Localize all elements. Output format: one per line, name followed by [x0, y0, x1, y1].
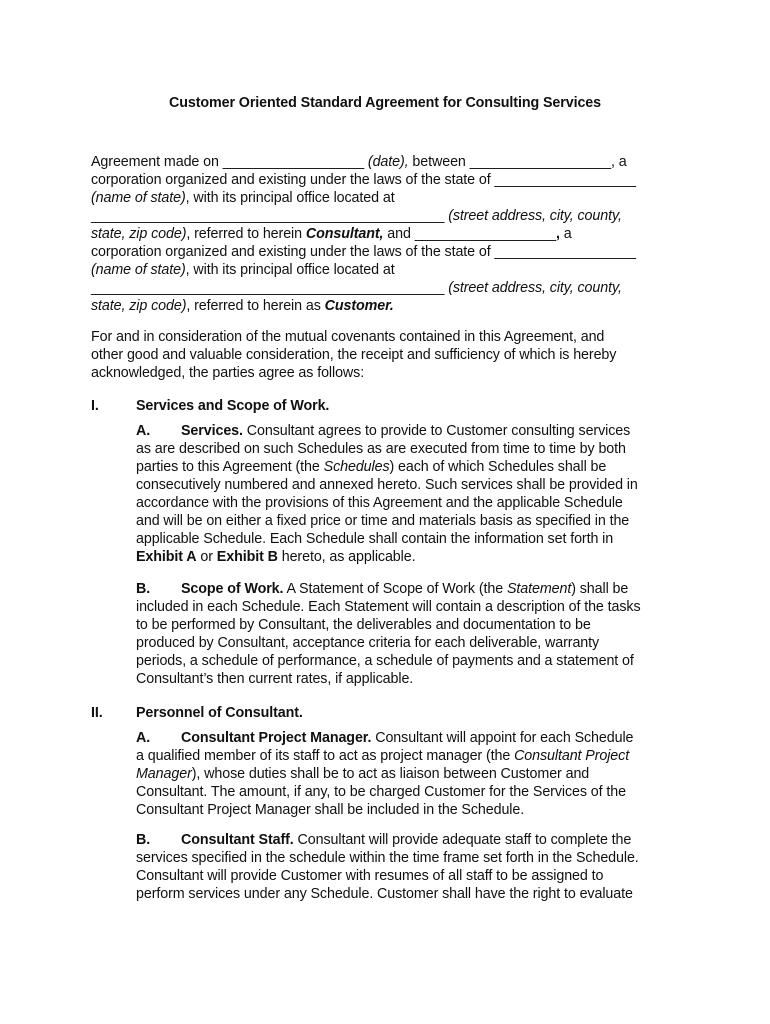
- paragraph-line: Consultant will provide Customer with resumes of all staff to be assigned to: [136, 868, 604, 884]
- preamble-line: state, zip code), referred to herein as Customer.: [91, 298, 394, 314]
- subsection-heading: Services.: [181, 423, 243, 439]
- preamble-line: corporation organized and existing under the laws of the state of __________________: [91, 172, 636, 188]
- paragraph-line: services specified in the schedule within the time frame set forth in the Schedule.: [136, 850, 639, 866]
- paragraph-line: accordance with the provisions of this Agreement and the applicable Schedule: [136, 495, 623, 511]
- preamble-line: (name of state), with its principal office located at: [91, 190, 395, 206]
- document-title: Customer Oriented Standard Agreement for Consulting Services: [169, 95, 601, 111]
- preamble-line: _____________________________________________ (street address, city, county,: [91, 280, 622, 296]
- preamble-line: _____________________________________________ (street address, city, county,: [91, 208, 622, 224]
- paragraph-line: Consultant Staff. Consultant will provide adequate staff to complete the: [181, 832, 632, 848]
- consideration-line: acknowledged, the parties agree as follows:: [91, 365, 365, 381]
- paragraph-line: applicable Schedule. Each Schedule shall contain the information set forth in: [136, 531, 614, 547]
- consideration-line: For and in consideration of the mutual covenants contained in this Agreement, and: [91, 329, 605, 345]
- paragraph-line: Consultant. The amount, if any, to be charged Customer for the Services of the: [136, 784, 626, 800]
- subsection-letter: B.: [136, 581, 151, 597]
- paragraph-line: included in each Schedule. Each Statement will contain a description of the tasks: [136, 599, 641, 615]
- paragraph-line: to be performed by Consultant, the deliverables and documentation to be: [136, 617, 591, 633]
- paragraph-line: produced by Consultant, acceptance criteria for each deliverable, warranty: [136, 635, 600, 651]
- preamble-line: corporation organized and existing under the laws of the state of __________________: [91, 244, 636, 260]
- paragraph-line: Manager), whose duties shall be to act as liaison between Customer and: [136, 766, 590, 782]
- subsection-heading: Scope of Work.: [181, 581, 284, 597]
- consideration-line: other good and valuable consideration, the receipt and sufficiency of which is hereby: [91, 347, 617, 363]
- section-heading: Personnel of Consultant.: [136, 705, 303, 721]
- paragraph-line: a qualified member of its staff to act as project manager (the Consultant Project: [136, 748, 630, 764]
- paragraph-line: Consultant’s then current rates, if applicable.: [136, 671, 414, 687]
- subsection-letter: B.: [136, 832, 151, 848]
- section-heading: Services and Scope of Work.: [136, 398, 330, 414]
- paragraph-line: Consultant Project Manager shall be included in the Schedule.: [136, 802, 525, 818]
- subsection-heading: Consultant Staff.: [181, 832, 294, 848]
- paragraph-line: consecutively numbered and annexed hereto. Such services shall be provided in: [136, 477, 638, 493]
- section-number: II.: [91, 705, 103, 721]
- preamble-line: (name of state), with its principal office located at: [91, 262, 395, 278]
- paragraph-line: perform services under any Schedule. Customer shall have the right to evaluate: [136, 886, 633, 902]
- paragraph-line: Services. Consultant agrees to provide to Customer consulting services: [181, 423, 631, 439]
- subsection-letter: A.: [136, 423, 151, 439]
- preamble-line: state, zip code), referred to herein Consultant, and __________________, a: [91, 226, 572, 242]
- paragraph-line: parties to this Agreement (the Schedules) each of which Schedules shall be: [136, 459, 607, 475]
- preamble-line: Agreement made on __________________ (date), between __________________, a: [91, 154, 627, 170]
- paragraph-line: and will be on either a fixed price or time and materials basis as specified in the: [136, 513, 630, 529]
- subsection-heading: Consultant Project Manager.: [181, 730, 372, 746]
- paragraph-line: as are described on such Schedules as are executed from time to time by both: [136, 441, 626, 457]
- paragraph-line: Scope of Work. A Statement of Scope of Work (the Statement) shall be: [181, 581, 629, 597]
- section-number: I.: [91, 398, 99, 414]
- paragraph-line: Consultant Project Manager. Consultant will appoint for each Schedule: [181, 730, 634, 746]
- subsection-letter: A.: [136, 730, 151, 746]
- paragraph-line: periods, a schedule of performance, a schedule of payments and a statement of: [136, 653, 634, 669]
- paragraph-line: Exhibit A or Exhibit B hereto, as applicable.: [136, 549, 416, 565]
